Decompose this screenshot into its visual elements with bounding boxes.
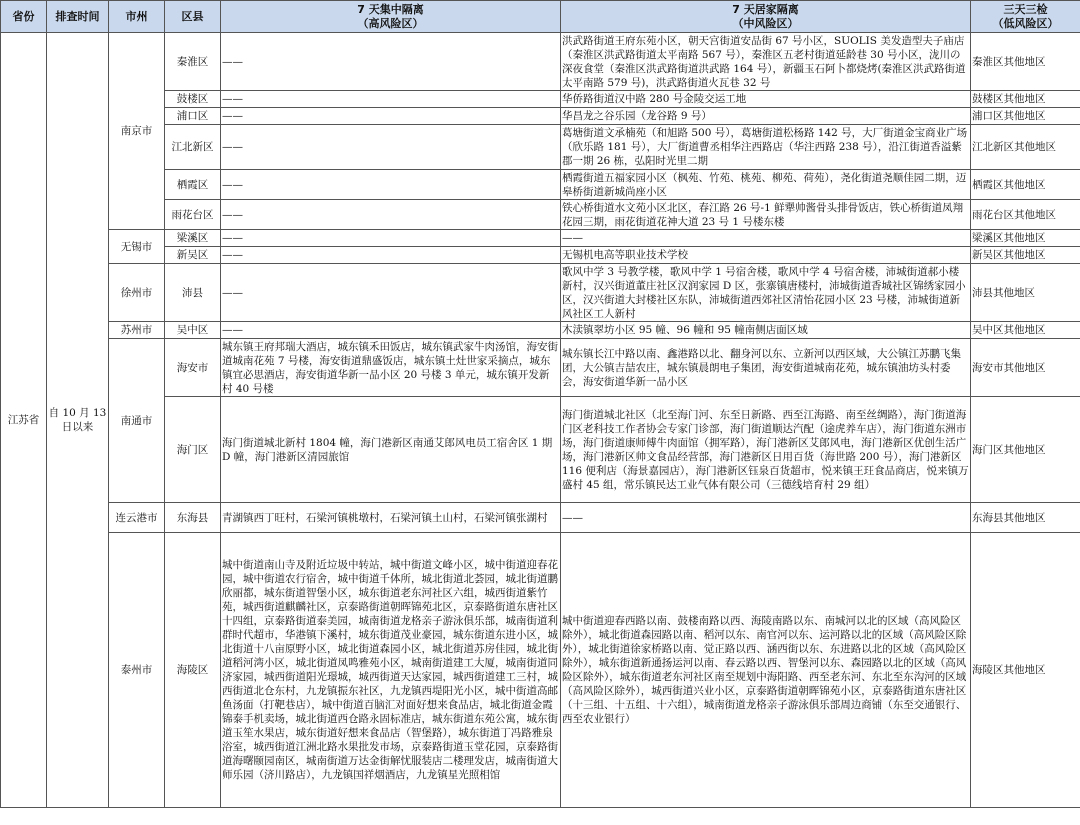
mid-risk-cell: 木渎镇翠坊小区 95 幢、96 幢和 95 幢南侧店面区域 [561, 322, 971, 339]
header-high-risk-subtitle: （高风险区） [357, 16, 424, 30]
low-risk-cell: 秦淮区其他地区 [971, 33, 1080, 91]
city-cell: 无锡市 [109, 230, 165, 264]
header-high-risk [221, 1, 561, 33]
header-mid-risk [561, 1, 971, 33]
mid-risk-cell: —— [561, 230, 971, 247]
low-risk-cell: 浦口区其他地区 [971, 108, 1080, 125]
district-cell: 吴中区 [165, 322, 221, 339]
header-district: 区县 [165, 1, 221, 33]
low-risk-cell: 东海县其他地区 [971, 503, 1080, 533]
table-row [1, 33, 1080, 91]
low-risk-cell: 江北新区其他地区 [971, 125, 1080, 170]
mid-risk-cell: 华侨路街道汉中路 280 号金陵交运工地 [561, 91, 971, 108]
header-check-time: 排查时间 [47, 1, 109, 33]
high-risk-cell: —— [221, 264, 561, 322]
low-risk-cell: 沛县其他地区 [971, 264, 1080, 322]
high-risk-cell: —— [221, 230, 561, 247]
mid-risk-cell: 铁心桥街道水文苑小区北区，春江路 26 号-1 鲜犟帅酱骨头排骨饭店，铁心桥街道凤翔花园三期，雨花街道花神大道 23 号 1 号楼东楼 [561, 200, 971, 230]
table-row [1, 322, 1080, 339]
low-risk-cell: 海安市其他地区 [971, 339, 1080, 397]
high-risk-cell: 海门街道城北新村 1804 幢，海门港新区南通艾郎风电员工宿舍区 1 期 D 幢，海门港新区清园旅馆 [221, 397, 561, 503]
mid-risk-cell: 洪武路街道王府东苑小区，朝天宫街道安品街 67 号小区，SUOLIS 美发造型夫子庙店（秦淮区洪武路街道太平南路 567 号），秦淮区五老村街道延龄巷 30 号小区，泷川の深夜食堂（秦淮区洪武路街道洪武路 164 号），新疆玉石阿卜都烧烤(秦淮区洪武路街道太平南路 579 号)，洪武路街道火瓦巷 32 号 [561, 33, 971, 91]
low-risk-cell: 海门区其他地区 [971, 397, 1080, 503]
district-cell: 海门区 [165, 397, 221, 503]
district-cell: 海安市 [165, 339, 221, 397]
low-risk-cell: 雨花台区其他地区 [971, 200, 1080, 230]
city-cell: 泰州市 [109, 533, 165, 808]
city-cell: 南通市 [109, 339, 165, 503]
header-city: 市州 [109, 1, 165, 33]
high-risk-cell: —— [221, 170, 561, 200]
mid-risk-cell: 栖霞街道五福家园小区（枫苑、竹苑、桃苑、柳苑、荷苑），尧化街道尧顺佳园二期，迈皋桥街道新城尚座小区 [561, 170, 971, 200]
district-cell: 沛县 [165, 264, 221, 322]
table-row [1, 503, 1080, 533]
high-risk-cell: 青湖镇西丁旺村，石梁河镇桃墩村，石梁河镇土山村，石梁河镇张湖村 [221, 503, 561, 533]
low-risk-cell: 鼓楼区其他地区 [971, 91, 1080, 108]
mid-risk-cell: 葛塘街道文承楠苑（和旭路 500 号），葛塘街道松杨路 142 号，大厂街道金宝商业广场（欣乐路 181 号），大厂街道曹丞相华注西路店（华注西路 238 号），沿江街道香溢紫郡一期 26 栋，弘阳时光里二期 [561, 125, 971, 170]
mid-risk-cell: 城中街道迎春西路以南、鼓楼南路以西、海陵南路以东、南城河以北的区域（高风险区除外），城北街道森园路以南、稻河以东、南官河以东、运河路以北的区域（高风险区除外），城北街道徐家桥路以南、觉正路以西、涵西街以东、东进路以北的区域（高风险区除外），城东街道新通扬运河以南、春云路以西、智堡河以东、森园路以北的区域（高风险区除外），城东街道老东河社区南至规划中海阳路、西至老东河、东北至东沟河的区域（高风险区除外），城西街道兴业小区，京泰路街道朝晖锦苑小区，京泰路街道东唐社区（十三组、十五组、十六组），城南街道龙格亲子游泳俱乐部周边商铺（东至交通银行、西至农业银行） [561, 533, 971, 808]
table-row [1, 264, 1080, 322]
mid-risk-cell: 歌风中学 3 号教学楼，歌风中学 1 号宿舍楼，歌风中学 4 号宿舍楼，沛城街道郝小楼新村，汉兴街道董庄社区汉润家园 D 区，张寨镇唐楼村，沛城街道香城社区锦绣家园小区，汉兴街道大封楼社区东队，沛城街道西郊社区清怡花园小区 23 号楼，沛城街道新风社区工人新村 [561, 264, 971, 322]
district-cell: 浦口区 [165, 108, 221, 125]
high-risk-cell: —— [221, 200, 561, 230]
header-low-risk [971, 1, 1080, 33]
low-risk-cell: 栖霞区其他地区 [971, 170, 1080, 200]
high-risk-cell: 城东镇王府邦瑞大酒店，城东镇禾田饭店，城东镇武家牛肉汤馆，海安街道城南花苑 7 号楼，海安街道鼎盛饭店，城东镇土灶世家采摘点，城东镇宜必思酒店，海安街道华新一品小区 20 号楼 3 单元，城东镇开发新村 40 号楼 [221, 339, 561, 397]
district-cell: 新吴区 [165, 247, 221, 264]
mid-risk-cell: 华昌龙之谷乐园（龙谷路 9 号） [561, 108, 971, 125]
table-row [1, 339, 1080, 397]
header-row [1, 1, 1080, 33]
province-cell: 江苏省 [1, 33, 47, 808]
table-row [1, 533, 1080, 808]
district-cell: 秦淮区 [165, 33, 221, 91]
header-mid-risk-title: 7 天居家隔离 [732, 2, 799, 16]
header-high-risk-title: 7 天集中隔离 [357, 2, 424, 16]
header-low-risk-title: 三天三检 [1003, 2, 1048, 16]
high-risk-cell: —— [221, 125, 561, 170]
mid-risk-cell: —— [561, 503, 971, 533]
district-cell: 梁溪区 [165, 230, 221, 247]
city-cell: 连云港市 [109, 503, 165, 533]
high-risk-cell: —— [221, 33, 561, 91]
district-cell: 雨花台区 [165, 200, 221, 230]
high-risk-cell: —— [221, 108, 561, 125]
low-risk-cell: 吴中区其他地区 [971, 322, 1080, 339]
city-cell: 苏州市 [109, 322, 165, 339]
mid-risk-cell: 海门街道城北社区（北至海门河、东至日新路、西至江海路、南至丝绸路），海门街道海门区老科技工作者协会专家门诊部，海门街道顺达汽配（途虎养车店），海门街道东洲市场，海门街道康师傅牛肉面馆（拥军路），海门港新区艾郎风电，海门港新区优创生活广场，海门港新区帅文食品经营部，海门港新区日用百货（海世路 200 号），海门港新区 116 便利店（海景嘉园店），海门港新区钰泉百货超市，悦来镇王玨食品商店，悦来镇万盛村 45 组，常乐镇民达工业气体有限公司（三德线培育村 29 组） [561, 397, 971, 503]
city-cell: 徐州市 [109, 264, 165, 322]
header-low-risk-subtitle: （低风险区） [992, 16, 1059, 30]
district-cell: 江北新区 [165, 125, 221, 170]
high-risk-cell: —— [221, 247, 561, 264]
district-cell: 东海县 [165, 503, 221, 533]
low-risk-cell: 海陵区其他地区 [971, 533, 1080, 808]
mid-risk-cell: 城东镇长江中路以南、鑫港路以北、翻身河以东、立新河以西区域，大公镇江苏鹏飞集团，大公镇吉喆农庄，城东镇晨朗电子集团，海安街道城南花苑，城东镇油坊头村委会，海安街道华新一品小区 [561, 339, 971, 397]
district-cell: 栖霞区 [165, 170, 221, 200]
high-risk-cell: —— [221, 322, 561, 339]
city-cell: 南京市 [109, 33, 165, 230]
header-province: 省份 [1, 1, 47, 33]
header-mid-risk-subtitle: （中风险区） [732, 16, 799, 30]
district-cell: 鼓楼区 [165, 91, 221, 108]
district-cell: 海陵区 [165, 533, 221, 808]
check-time-cell: 自 10 月 13 日以来 [47, 33, 109, 808]
low-risk-cell: 新吴区其他地区 [971, 247, 1080, 264]
mid-risk-cell: 无锡机电高等职业技术学校 [561, 247, 971, 264]
high-risk-cell: —— [221, 91, 561, 108]
high-risk-cell: 城中街道南山寺及附近垃圾中转站，城中街道文峰小区，城中街道迎春花园，城中街道农行宿舍，城中街道千体所，城北街道北荟园，城北街道鹏欣丽都，城东街道智堡小区，城东街道老东河社区六组，城西街道紫竹苑，城西街道麒麟社区，京泰路街道朝晖锦苑北区，京泰路街道东唐社区十四组，京泰路街道泰美园，城南街道龙格亲子游泳俱乐部，城南街道利群时代超市，华港镇下溪村，城东街道茂业豪园，城东街道东进小区，城北街道十八亩原野小区，城北街道森园小区，城北街道苏房佳园，城北街道稻河湾小区，城北街道凤鸣雅苑小区，城南街道建工大厦，城南街道同济家园，城西街道阳光璟城，城西街道天达家园，城西街道建工三村，城西街道北仓东村，九龙镇振东社区，九龙镇西堤阳光小区，城中街道高邮鱼汤面（打靶巷店），城中街道百脑汇对面好想来食品店，城北街道金霞锦泰手机卖场，城北街道西仓路永固标准店，城东街道东苑公寓，城东街道玉笙水果店，城东街道好想来食品店（智堡路），城东街道丁冯路雅泉浴室，城西街道江洲北路水果批发市场，京泰路街道玉堂花园，京泰路街道海曙颐园南区，城南街道万达金街解忧服装店二楼理发店，城南街道大师乐园（济川路店），九龙镇国祥烟酒店，九龙镇星光照相馆 [221, 533, 561, 808]
table-row [1, 230, 1080, 247]
low-risk-cell: 梁溪区其他地区 [971, 230, 1080, 247]
